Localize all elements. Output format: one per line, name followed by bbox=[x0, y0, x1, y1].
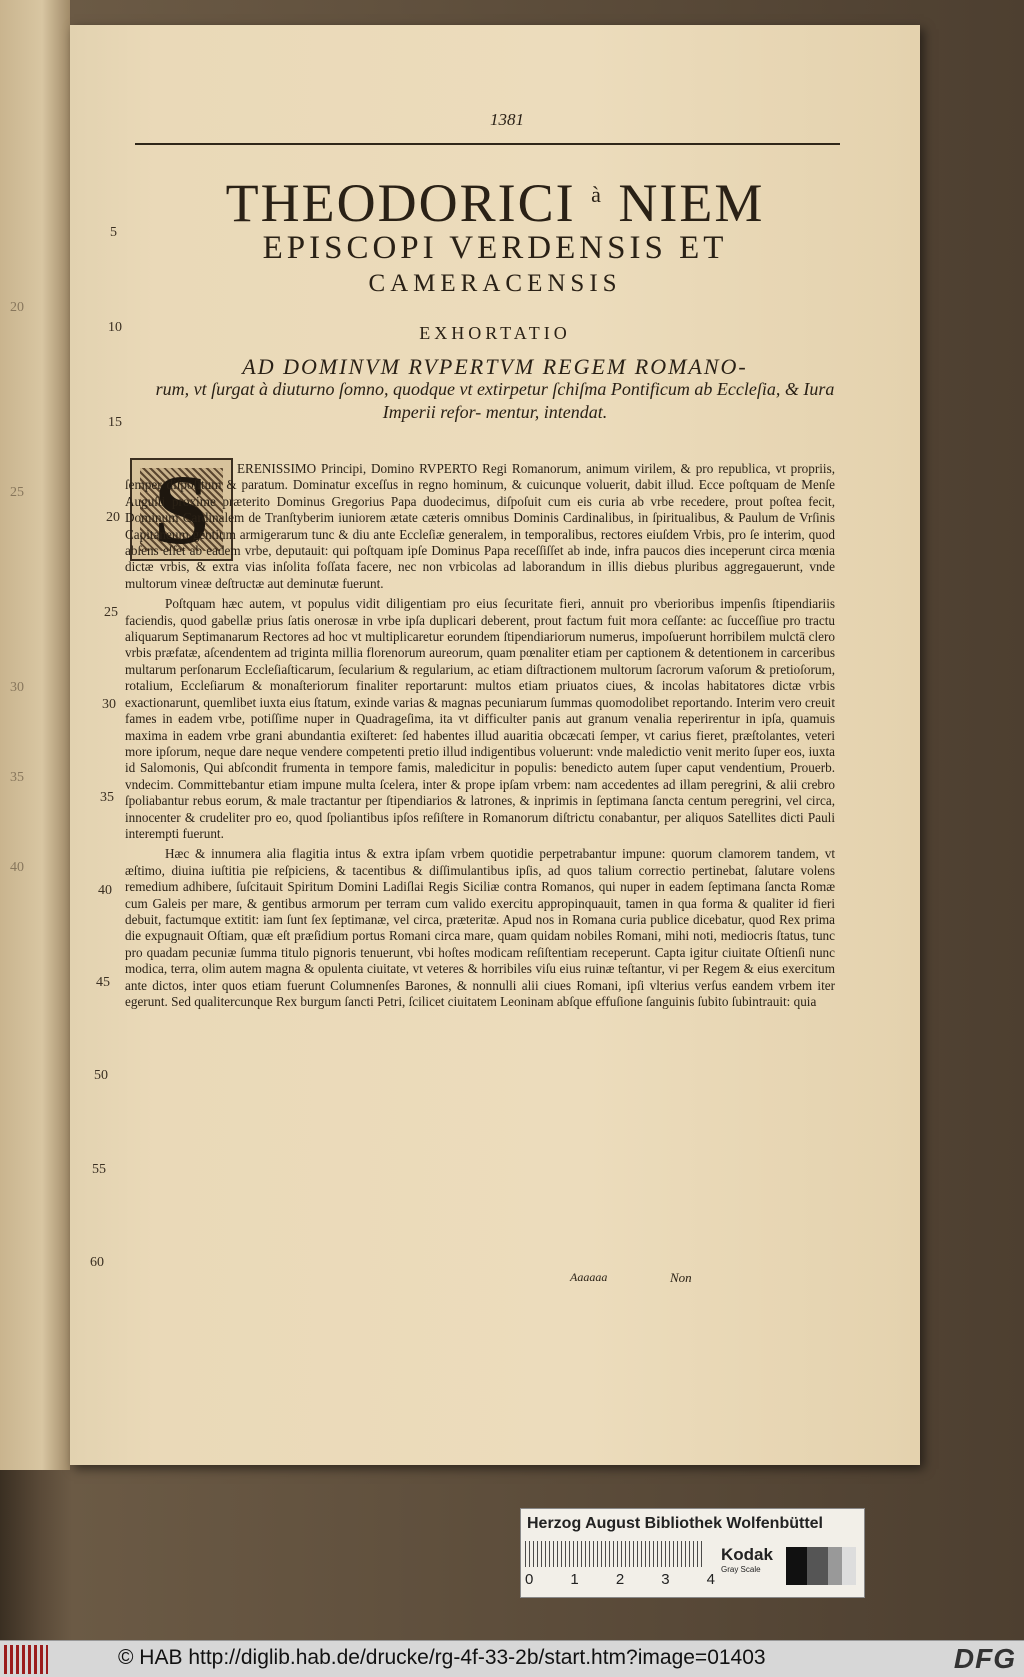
title-surname: NIEM bbox=[618, 173, 765, 233]
page-number: 1381 bbox=[490, 110, 524, 129]
line-number: 50 bbox=[94, 1068, 108, 1083]
footer-bar bbox=[0, 1640, 1024, 1677]
tick-label: 4 bbox=[706, 1571, 715, 1588]
dfg-logo: DFG bbox=[953, 1643, 1016, 1674]
line-number: 45 bbox=[96, 975, 110, 990]
margin-number: 40 bbox=[10, 860, 24, 875]
margin-number: 30 bbox=[10, 680, 24, 695]
margin-number: 35 bbox=[10, 770, 24, 785]
library-color-card bbox=[520, 1508, 865, 1598]
subtitle-line-2: CAMERACENSIS bbox=[368, 270, 622, 297]
main-title bbox=[140, 165, 850, 233]
line-number: 5 bbox=[110, 225, 117, 240]
title-particle: à bbox=[591, 182, 603, 207]
library-name: Herzog August Bibliothek Wolfenbüttel bbox=[527, 1515, 823, 1532]
line-number: 60 bbox=[90, 1255, 104, 1270]
paragraph: Poſtquam hæc autem, vt populus vidit diligentiam pro eius ſecuritate fieri, annuit pro vberioribus impenſis ſtipendiariis faciendis, quod gabellæ prius ſatis onerosæ in vrbe ipſa duplicari deberent, prout factum fuit mora ceſſante: ac ſucceſſiue pro tractu aliquarum Septimanarum Rectores ad hoc vt multiplicaretur eorundem ſtipendiariorum numerus, impoſuerunt horribilem mulctā clero vrbis præfatæ, aſcendentem ad triginta millia florenorum aureorum, quam pœnaliter etiam per captionem & detentionem in carceribus multarum perſonarum Eccleſiaſticarum, ſecularium & regularium, ac etiam diſtractionem multorum ſacrorum vaſorum & pretioſorum, rotalium, Eccleſiarum & monaſteriorum finaliter reportarunt: multos etiam priuatos ciues, & incolas habitatores dictæ vrbis exactionarunt, quemlibet iuxta eius ſtatum, exinde varias & magnas pecuniarum ſummas quomodolibet reportando. Interim vero creuit fames in eadem vrbe, potiſſime nuper in Quadrageſima, ita vt difficulter panis aut granum venalia reperirentur in ipſa, quamuis maxima in eadem vrbe grani abundantia exiſteret: ſed habentes illud auaritia obcæcati ſemper, vt carius fieret, præſtolantes, veteri more ipſorum, neque dare neque vendere competenti pretio illud indigentibus voluerunt: vnde maledictio venit merito ſuper eos, iuxta id Salomonis, Qui abſcondit frumenta in tempore famis, maledicitur in populis: benedicto autem ſuper caput vendentium, Prouerb. vndecim. Committebantur etiam impune multa ſcelera, inter & prope ipſam vrbem: nam accedentes ad illam peregrini, & alii crebro ſpoliabantur rebus eorum, & male tractantur per ſtipendiarios & latrones, & inprimis in ſeptimana ſancta centum peregrini, vel circa, innocenter & crudeliter pro eo, quod ſpoliantibus ipſos reſiſtere in Romanorum diſtrictu conabantur, per aliquos Satellites dicti Pauli interempti fuerunt. bbox=[125, 596, 835, 841]
catchword: Non bbox=[670, 1270, 692, 1285]
signature-mark: Aaaaaa bbox=[570, 1270, 608, 1284]
body-text bbox=[125, 461, 835, 1014]
line-number: 40 bbox=[98, 883, 112, 898]
line-number: 30 bbox=[102, 697, 116, 712]
line-number: 25 bbox=[104, 605, 118, 620]
gray-scale-swatch bbox=[786, 1547, 856, 1585]
line-number: 55 bbox=[92, 1162, 106, 1177]
initial-letter: S bbox=[153, 454, 210, 565]
adjacent-page-strip bbox=[0, 0, 70, 1470]
line-number: 15 bbox=[108, 415, 122, 430]
gray-scale-label: Gray Scale bbox=[721, 1565, 761, 1574]
title-name: THEODORICI bbox=[225, 173, 576, 233]
line-number: 10 bbox=[108, 320, 122, 335]
dedication-first-line: AD DOMINVM RVPERTVM REGEM ROMANO- bbox=[242, 354, 748, 379]
section-heading: EXHORTATIO bbox=[419, 323, 571, 343]
kodak-label: Kodak bbox=[721, 1545, 773, 1564]
dedication-rest: rum, vt ſurgat à diuturno ſomno, quodque vt extirpetur ſchiſma Pontificum ab Eccleſia, & Iura Imperii refor- mentur, intendat. bbox=[155, 379, 835, 422]
paragraph: ERENISSIMO Principi, Domino RVPERTO Regi Romanorum, animum virilem, & pro republica, vt propriis, ſemper diſpoſitum & paratum. Dominatur exceſſus in regno hominum, & cuicunque voluerit, dabit illud. Ecce poſtquam de Menſe Auguſti proxime præterito Dominus Gregorius Papa duodecimus, diſpoſuit cum eis curia ab vrbe recedere, prout poſtea fecit, Dominum Cardinalem de Tranſtyberim iuniorem ætate cæteris omnibus Dominis Cardinalibus, in ſpiritualibus, & Paulum de Vrſinis Capitaneum gentium armigerarum tunc & diu ante Eccleſiæ generalem, in temporalibus, rectores eiuſdem Vrbis, pro ſe interim, quod abſens eſſet ab eadem vrbe, deputauit: qui poſtquam ipſe Dominus Papa receſſiſſet ab inde, infra paucos dies inceperunt circa mœnia dictæ vrbis, & extra vias inſolita foſſata facere, nec non vrbicolas ad laborandum in illis diebus pluribus aggregauerunt, vnde multorum vineæ deſtructæ aut deminutæ fuerunt. bbox=[125, 461, 835, 591]
line-number: 20 bbox=[106, 510, 120, 525]
ruler-ticks bbox=[525, 1571, 715, 1588]
source-url[interactable]: © HAB http://diglib.hab.de/drucke/rg-4f-33-2b/start.htm?image=01403 bbox=[118, 1646, 766, 1669]
tick-label: 1 bbox=[570, 1571, 579, 1588]
margin-number: 25 bbox=[10, 485, 24, 500]
tick-label: 3 bbox=[661, 1571, 670, 1588]
hab-logo-icon bbox=[4, 1645, 48, 1674]
header-rule bbox=[135, 143, 840, 145]
margin-number: 20 bbox=[10, 300, 24, 315]
line-number: 35 bbox=[100, 790, 114, 805]
tick-label: 0 bbox=[525, 1571, 534, 1588]
paragraph: Hæc & innumera alia flagitia intus & extra ipſam vrbem quotidie perpetrabantur impune: quorum clamorem tandem, vt æſtimo, diuina iuſtitia pie reſpiciens, & tacentibus & diſſimulantibus ipſis, ad quos talium correctio pertinebat, ſalutare volens remedium adhibere, ſuſcitauit Spiritum Domini Ladiſlai Regis Siciliæ contra Romanos, qui nuper in eadem ſeptimana ſancta Romæ cum Galeis per mare, & gentibus armorum per terram cum valido exercitu appropinquauit, tamen in qua forma & qualiter id fieri debuit, factumque extitit: iam ſunt ſex ſeptimanæ, vel circa, præteritæ. Apud nos in Romana curia publice dicebatur, quod Rex prima die expugnauit Oſtiam, quæ eſt præſidium portus Romani circa mare, quam quidam nobiles Romani, mihi noti, mediocris ſtatus, tunc pro quadam pecuniæ ſumma titulo pignoris tenuerunt, vbi hoſtes modicam reſiſtentiam receperunt. Capta igitur ciuitate Oſtienſi nunc modica, terra, olim autem magna & opulenta ciuitate, vt veteres & horribiles viſu eius ruinæ teſtantur, vi per Regem & eius exercitum ante dictos, inter quos etiam fuerunt Columnenſes Barones, & nonnulli alii ciues Romani, ipſi vlterius verſus eandem vrbem iter egerunt. Sed qualitercunque Rex burgum ſancti Petri, ſcilicet ciuitatem Leoninam abſque effuſione ſanguinis ſubito ſubintrauit: quia bbox=[125, 846, 835, 1009]
subtitle-line-1: EPISCOPI VERDENSIS ET bbox=[262, 230, 728, 266]
ruler-scale bbox=[525, 1541, 705, 1567]
tick-label: 2 bbox=[615, 1571, 625, 1588]
book-page bbox=[70, 25, 920, 1465]
dedication bbox=[145, 355, 845, 424]
